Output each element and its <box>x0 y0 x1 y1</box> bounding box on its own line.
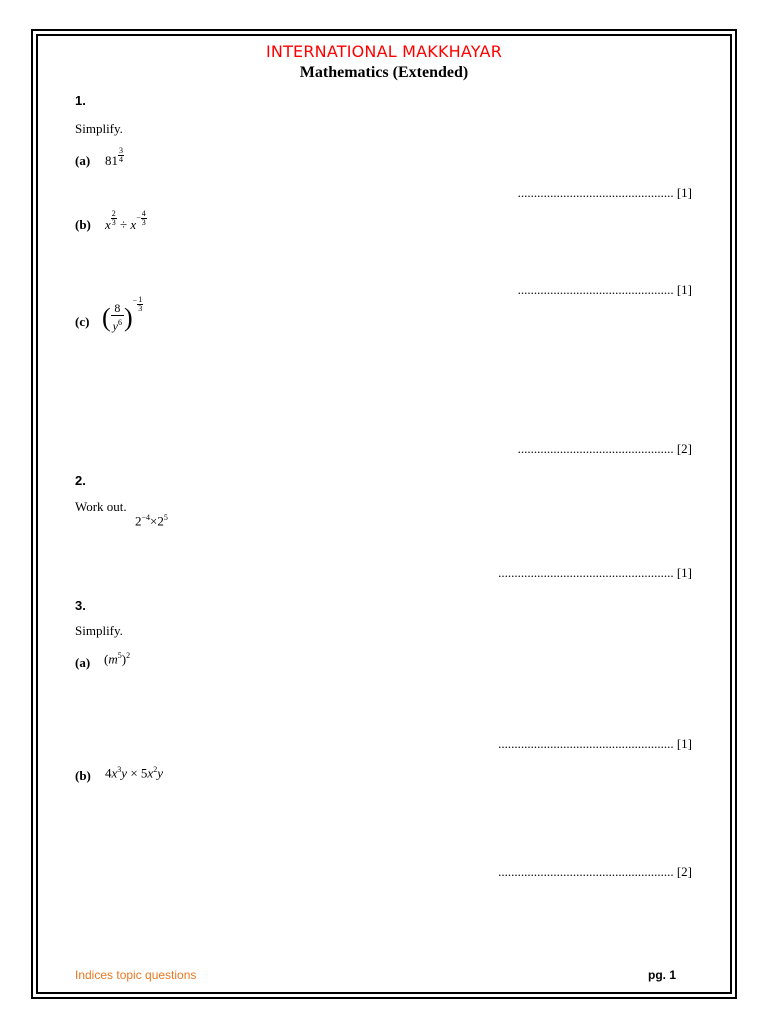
q1b-answer-line[interactable]: ................................................ [1] <box>517 282 692 297</box>
question-2-instruction: Work out. <box>75 499 127 514</box>
q3b-answer-line[interactable]: ...................................................... [2] <box>498 864 692 879</box>
q3a-answer-line[interactable]: ...................................................... [1] <box>498 736 692 751</box>
question-2-number: 2. <box>75 473 86 488</box>
question-1-instruction: Simplify. <box>75 121 123 136</box>
q1a-exponent: $\frac{3}{4}$ <box>119 145 123 164</box>
q1a-base: 81 <box>105 153 118 168</box>
q1c-expression: ( $\frac{8}{y^6}$ )− $\frac{1}{3}$ <box>102 295 143 333</box>
q3b-expression: $4x^3y \times 5x^2y$ <box>105 765 163 781</box>
school-name: INTERNATIONAL MAKKHAYAR <box>265 42 503 61</box>
question-3-number: 3. <box>75 598 86 613</box>
q2-answer-line[interactable]: ...................................................... [1] <box>498 565 692 580</box>
footer-topic: Indices topic questions <box>75 968 197 982</box>
q3a-label: (a) <box>75 655 91 670</box>
q3b-label: (b) <box>75 768 91 783</box>
q1b-expression: x $\frac{2}{3}$ ÷ x− $\frac{4}{3}$ <box>105 208 146 232</box>
q1b-label: (b) <box>75 217 91 232</box>
q1b-exponent-2: $\frac{4}{3}$ <box>141 208 146 227</box>
footer-page-number: pg. 1 <box>648 968 677 982</box>
question-3-instruction: Simplify. <box>75 623 123 638</box>
q3a-expression: $(m^5)^2$ <box>104 651 131 667</box>
q2-expression: $2^{-4}\times 2^5$ <box>135 513 168 529</box>
q1c-answer-line[interactable]: ................................................ [2] <box>517 441 692 456</box>
q1c-label: (c) <box>75 314 90 329</box>
question-1-number: 1. <box>75 93 86 108</box>
q1a-answer-line[interactable]: ................................................ [1] <box>517 185 692 200</box>
q1a-label: (a) <box>75 153 91 168</box>
subject-title: Mathematics (Extended) <box>299 64 469 81</box>
q1a-expression <box>105 145 124 168</box>
q1b-exponent-1: $\frac{2}{3}$ <box>111 208 116 227</box>
